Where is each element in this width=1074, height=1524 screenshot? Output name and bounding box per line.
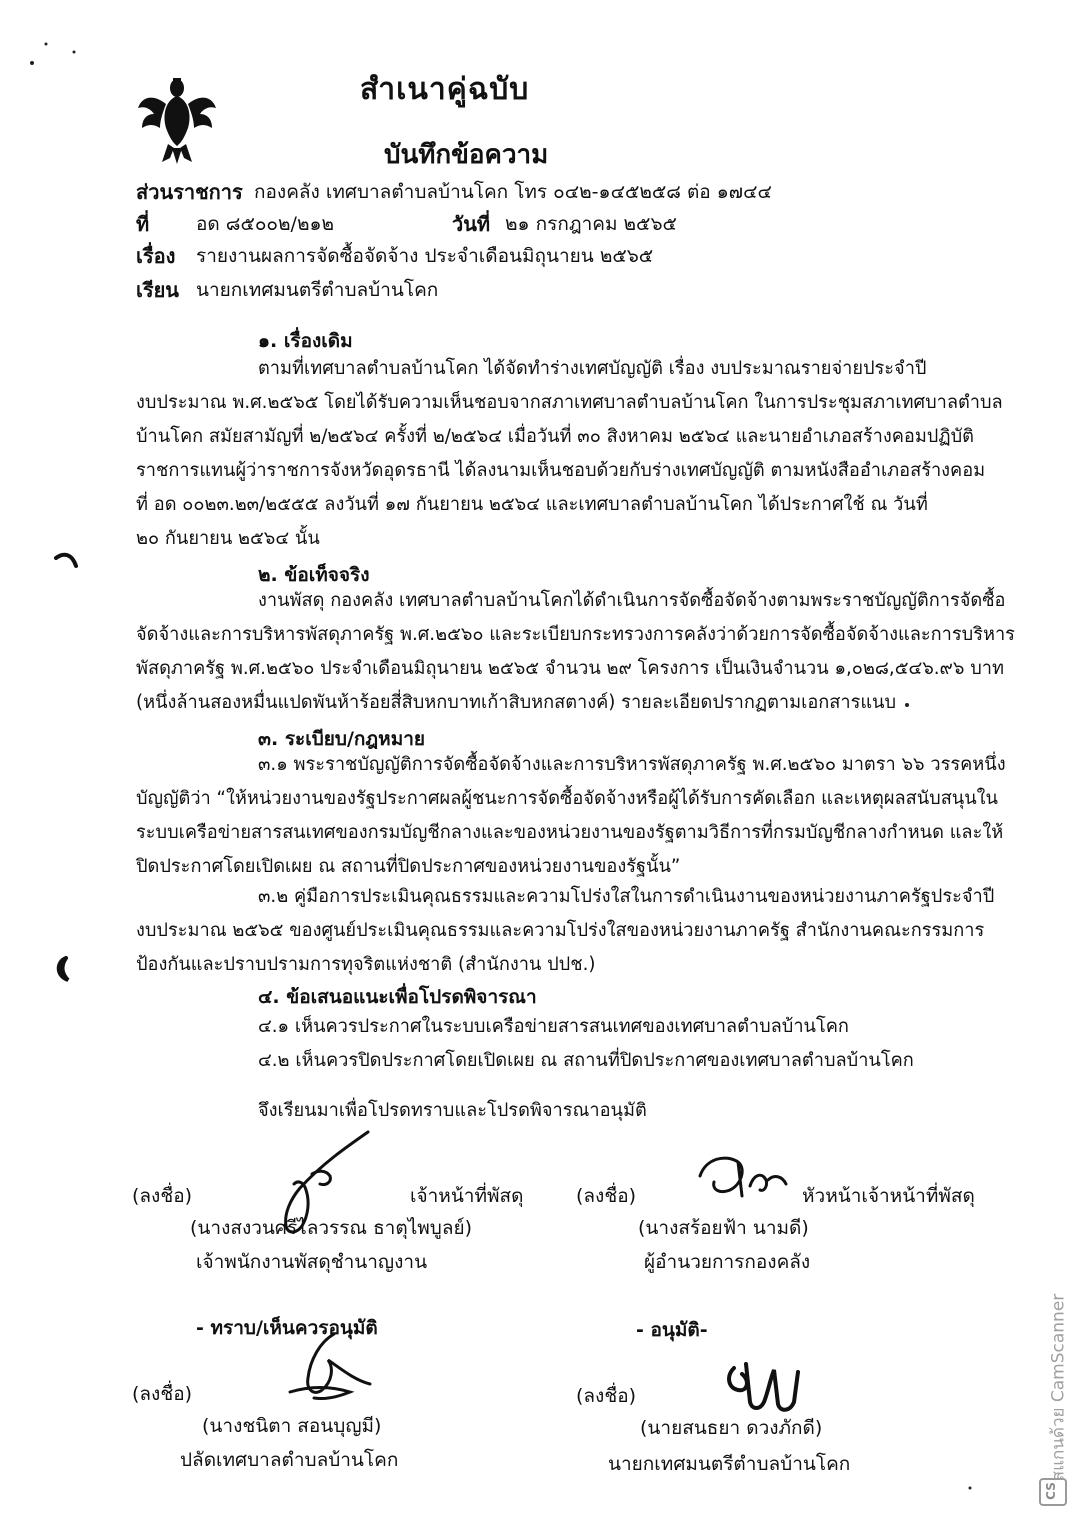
s3-line: บัญญัติว่า “ให้หน่วยงานของรัฐประกาศผลผู้ชนะการจัดซื้อจัดจ้างหรือผู้ได้รับการคัดเลือก และเหตุผลสนับสนุนใน bbox=[136, 788, 998, 809]
officer-name: (นางสงวนศรีไลวรรณ ธาตุไพบูลย์) bbox=[190, 1217, 473, 1239]
head-signature-icon bbox=[690, 1150, 790, 1220]
s3-line: ป้องกันและปราบปรามการทุจริตแห่งชาติ (สำนักงาน ปปช.) bbox=[136, 954, 596, 975]
camscanner-watermark bbox=[1033, 1288, 1073, 1524]
s2-line: (หนึ่งล้านสองหมื่นแปดพันห้าร้อยสี่สิบหกบาทเก้าสิบหกสตางค์) รายละเอียดปรากฏตามเอกสารแนบ bbox=[136, 692, 897, 713]
s1-line: งบประมาณ พ.ศ.๒๕๖๕ โดยได้รับความเห็นชอบจากสภาเทศบาลตำบลบ้านโคก ในการประชุมสภาเทศบาลตำบล bbox=[136, 392, 1003, 413]
mayor-name: (นายสนธยา ดวงภักดี) bbox=[640, 1417, 823, 1439]
deputy-name: (นางชนิตา สอนบุญมี) bbox=[202, 1415, 382, 1437]
s2-line: งานพัสดุ กองคลัง เทศบาลตำบลบ้านโคกได้ดำเนินการจัดซื้อจัดจ้างตามพระราชบัญญัติการจัดซื้อ bbox=[258, 590, 1006, 611]
s1-line: บ้านโคก สมัยสามัญที่ ๒/๒๕๖๔ ครั้งที่ ๒/๒๕๖๔ เมื่อวันที่ ๓๐ สิงหาคม ๒๕๖๔ และนายอำเภอสร้างคอมปฏิบัติ bbox=[136, 426, 974, 447]
approve-label: - อนุมัติ- bbox=[636, 1319, 708, 1341]
ref-value: อด ๘๕๐๐๒/๒๑๒ bbox=[196, 213, 335, 235]
mayor-position: นายกเทศมนตรีตำบลบ้านโคก bbox=[608, 1453, 851, 1475]
subject-value: รายงานผลการจัดซื้อจัดจ้าง ประจำเดือนมิถุนายน ๒๕๖๕ bbox=[196, 245, 654, 267]
copy-stamp: สำเนาคู่ฉบับ bbox=[360, 72, 530, 107]
s3-line: ๓.๒ คู่มือการประเมินคุณธรรมและความโปร่งใสในการดำเนินงานของหน่วยงานภาครัฐประจำปี bbox=[258, 886, 995, 907]
s3-line: งบประมาณ ๒๕๖๕ ของศูนย์ประเมินคุณธรรมและความโปร่งใสของหน่วยงานภาครัฐ สำนักงานคณะกรรมการ bbox=[136, 920, 985, 941]
section-1-title: ๑. เรื่องเดิม bbox=[258, 330, 353, 352]
sign-label: (ลงชื่อ) bbox=[576, 1385, 637, 1407]
to-value: นายกเทศมนตรีตำบลบ้านโคก bbox=[196, 279, 439, 301]
date-value: ๒๑ กรกฎาคม ๒๕๖๕ bbox=[505, 213, 677, 235]
sign-label: (ลงชื่อ) bbox=[132, 1185, 193, 1207]
to-label: เรียน bbox=[136, 278, 179, 302]
head-role: หัวหน้าเจ้าหน้าที่พัสดุ bbox=[802, 1185, 975, 1207]
closing-line: จึงเรียนมาเพื่อโปรดทราบและโปรดพิจารณาอนุมัติ bbox=[258, 1100, 647, 1121]
mayor-signature-icon bbox=[720, 1358, 810, 1418]
s3-line: ปิดประกาศโดยเปิดเผย ณ สถานที่ปิดประกาศของหน่วยงานของรัฐนั้น” bbox=[136, 856, 681, 877]
head-name: (นางสร้อยฟ้า นามดี) bbox=[638, 1217, 809, 1239]
sign-label: (ลงชื่อ) bbox=[132, 1383, 193, 1405]
camscanner-badge: CS bbox=[1043, 1482, 1058, 1500]
s1-line: ๒๐ กันยายน ๒๕๖๔ นั้น bbox=[136, 528, 320, 549]
head-position: ผู้อำนวยการกองคลัง bbox=[644, 1251, 811, 1273]
s1-line: ที่ อด ๐๐๒๓.๒๓/๒๕๕๕ ลงวันที่ ๑๗ กันยายน ๒๕๖๔ และเทศบาลตำบลบ้านโคก ได้ประกาศใช้ ณ วันที่ bbox=[136, 494, 928, 515]
camscanner-text: สแกนด้วย CamScanner bbox=[1048, 1293, 1069, 1482]
memo-title: บันทึกข้อความ bbox=[384, 140, 549, 170]
date-label: วันที่ bbox=[452, 212, 491, 236]
s3-line: ระบบเครือข่ายสารสนเทศของกรมบัญชีกลางและของหน่วยงานของรัฐตามวิธีการที่กรมบัญชีกลางกำหนด และให้ bbox=[136, 822, 1004, 843]
s1-line: ตามที่เทศบาลตำบลบ้านโคก ได้จัดทำร่างเทศบัญญัติ เรื่อง งบประมาณรายจ่ายประจำปี bbox=[258, 358, 927, 379]
s1-line: ราชการแทนผู้ว่าราชการจังหวัดอุดรธานี ได้ลงนามเห็นชอบด้วยกับร่างเทศบัญญัติ ตามหนังสืออำเภอสร้างคอม bbox=[136, 460, 986, 481]
s2-line: จัดจ้างและการบริหารพัสดุภาครัฐ พ.ศ.๒๕๖๐ และระเบียบกระทรวงการคลังว่าด้วยการจัดซื้อจัดจ้างและการบริหาร bbox=[136, 624, 1015, 645]
officer-role: เจ้าหน้าที่พัสดุ bbox=[410, 1185, 524, 1207]
ref-label: ที่ bbox=[136, 212, 150, 236]
s3-line: ๓.๑ พระราชบัญญัติการจัดซื้อจัดจ้างและการบริหารพัสดุภาครัฐ พ.ศ.๒๕๖๐ มาตรา ๖๖ วรรคหนึ่ง bbox=[258, 754, 1006, 775]
section-3-title: ๓. ระเบียบ/กฎหมาย bbox=[258, 728, 426, 750]
dept-label: ส่วนราชการ bbox=[136, 180, 243, 204]
acknowledge-label: - ทราบ/เห็นควรอนุมัติ bbox=[196, 1317, 378, 1339]
s2-line: พัสดุภาครัฐ พ.ศ.๒๕๖๐ ประจำเดือนมิถุนายน ๒๕๖๕ จำนวน ๒๙ โครงการ เป็นเงินจำนวน ๑,๐๒๘,๕๔๖.๙๖ บาท bbox=[136, 658, 1004, 679]
dept-value: กองคลัง เทศบาลตำบลบ้านโคก โทร ๐๔๒-๑๔๕๒๕๘ ต่อ ๑๗๔๔ bbox=[254, 181, 772, 203]
sign-label: (ลงชื่อ) bbox=[576, 1185, 637, 1207]
s4-line: ๔.๒ เห็นควรปิดประกาศโดยเปิดเผย ณ สถานที่ปิดประกาศของเทศบาลตำบลบ้านโคก bbox=[258, 1050, 914, 1071]
section-2-title: ๒. ข้อเท็จจริง bbox=[258, 564, 370, 586]
s4-line: ๔.๑ เห็นควรประกาศในระบบเครือข่ายสารสนเทศของเทศบาลตำบลบ้านโคก bbox=[258, 1016, 849, 1037]
section-4-title: ๔. ข้อเสนอแนะเพื่อโปรดพิจารณา bbox=[258, 986, 537, 1008]
deputy-position: ปลัดเทศบาลตำบลบ้านโคก bbox=[180, 1449, 399, 1471]
deputy-signature-icon bbox=[270, 1330, 380, 1410]
subject-label: เรื่อง bbox=[136, 244, 176, 268]
officer-position: เจ้าพนักงานพัสดุชำนาญงาน bbox=[196, 1251, 428, 1273]
